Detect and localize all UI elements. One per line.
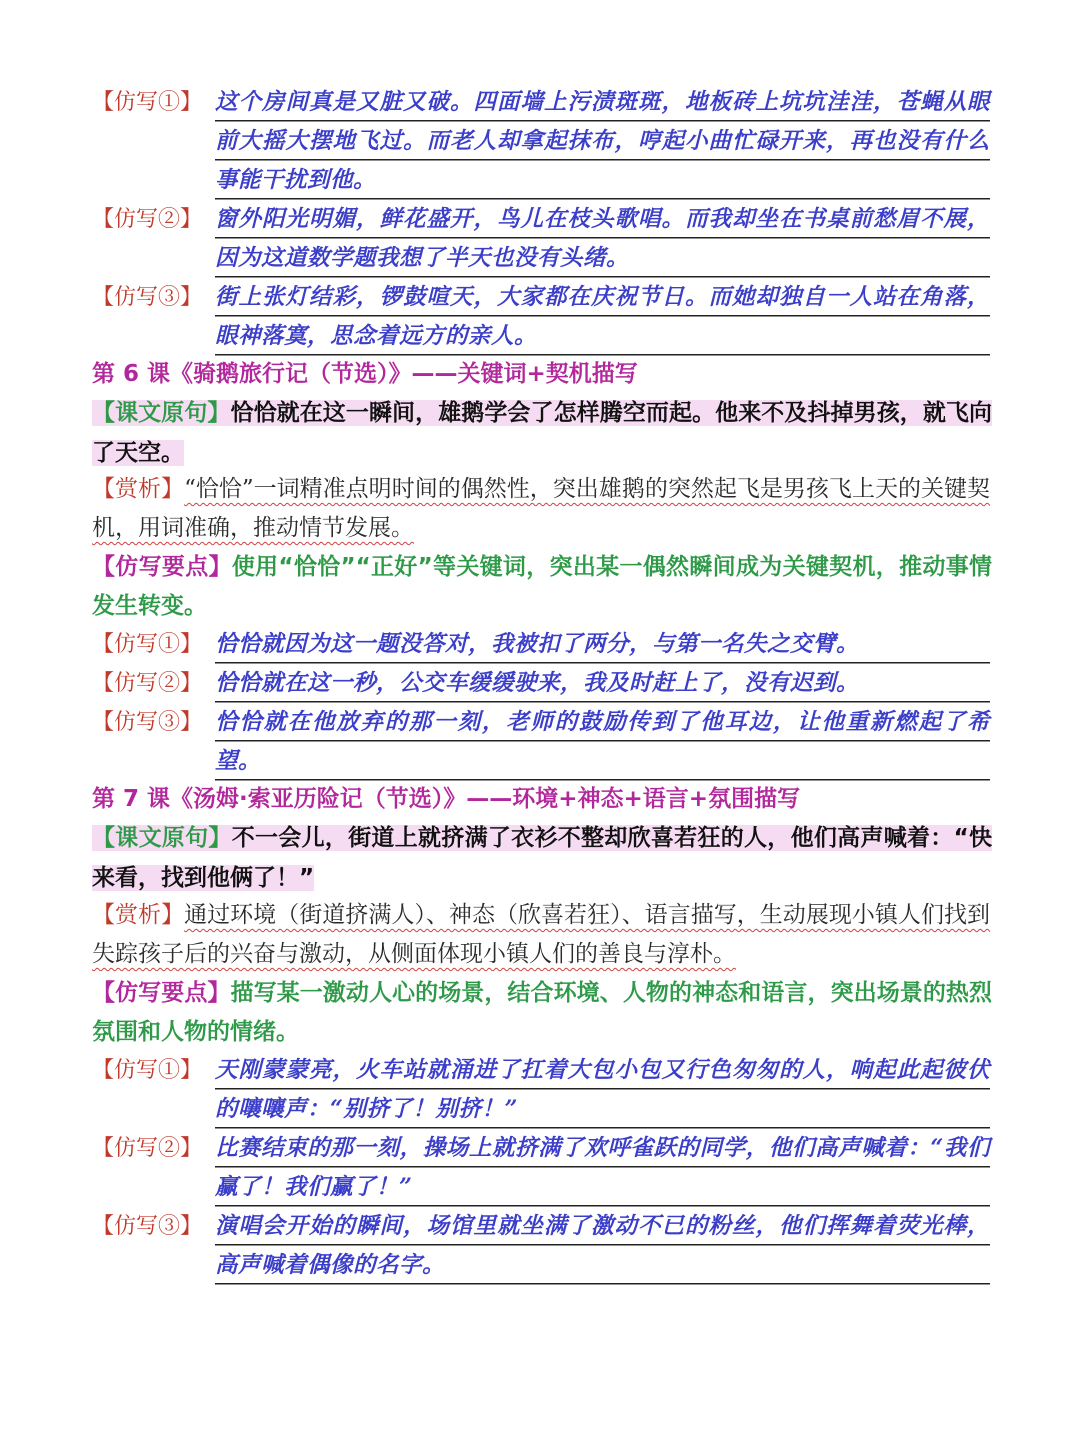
lesson-6-imitation-1 (92, 625, 990, 664)
imitation-text: 演唱会开始的瞬间，场馆里就坐满了激动不已的粉丝，他们挥舞着荧光棒，高声喊着偶像的名字。 (215, 1207, 990, 1285)
imitation-text: 这个房间真是又脏又破。四面墙上污渍斑斑，地板砖上坑坑洼洼，苍蝇从眼前大摇大摆地飞过。而老人却拿起抹布，哼起小曲忙碌开来，再也没有什么事能干扰到他。 (215, 83, 990, 200)
key-points-text: 使用“恰恰”“正好”等关键词，突出某一偶然瞬间成为关键契机，推动事情发生转变。 (92, 554, 993, 619)
original-label: 【课文原句】 (92, 825, 232, 851)
imitation-label: 【仿写②】 (92, 671, 203, 696)
imitation-label: 【仿写①】 (92, 1058, 203, 1083)
original-text: 不一会儿，街道上就挤满了衣衫不整却欣喜若狂的人，他们高声喊着：“快来看，找到他俩了！” (92, 825, 992, 891)
lesson-7-analysis (92, 896, 990, 974)
imitation-text: 恰恰就在他放弃的那一刻，老师的鼓励传到了他耳边，让他重新燃起了希望。 (215, 703, 990, 781)
lesson-7-imitation-3 (92, 1207, 990, 1285)
analysis-label: 【赏析】 (92, 902, 185, 928)
imitation-text: 街上张灯结彩，锣鼓喧天，大家都在庆祝节日。而她却独自一人站在角落，眼神落寞，思念着远方的亲人。 (215, 278, 990, 356)
imitation-text: 天刚蒙蒙亮，火车站就涌进了扛着大包小包又行色匆匆的人，响起此起彼伏的嚷嚷声：“别挤了！别挤！” (215, 1051, 990, 1129)
lesson-7-imitation-1 (92, 1051, 990, 1129)
imitation-block-3 (92, 278, 990, 356)
lesson-6-imitation-2 (92, 664, 990, 703)
imitation-label: 【仿写②】 (92, 207, 203, 232)
key-points-text: 描写某一激动人心的场景，结合环境、人物的神态和语言，突出场景的热烈氛围和人物的情绪。 (92, 980, 993, 1045)
lesson-6-imitation-3 (92, 703, 990, 781)
imitation-block-2 (92, 200, 990, 278)
imitation-text: 窗外阳光明媚，鲜花盛开，鸟儿在枝头歌唱。而我却坐在书桌前愁眉不展，因为这道数学题我想了半天也没有头绪。 (215, 200, 990, 278)
lesson-7-original-sentence (92, 818, 992, 898)
analysis-text: 通过环境（街道挤满人）、神态（欣喜若狂）、语言描写，生动展现小镇人们找到失踪孩子后的兴奋与激动，从侧面体现小镇人们的善良与淳朴。 (92, 902, 991, 967)
imitation-label: 【仿写①】 (92, 632, 203, 657)
analysis-text: “恰恰”一词精准点明时间的偶然性，突出雄鹅的突然起飞是男孩飞上天的关键契机，用词准确，推动情节发展。 (92, 476, 990, 541)
imitation-label: 【仿写①】 (92, 90, 203, 115)
imitation-label: 【仿写③】 (92, 285, 203, 310)
imitation-label: 【仿写③】 (92, 710, 203, 735)
lesson-7-title: 第 7 课《汤姆·索亚历险记（节选）》——环境+神态+语言+氛围描写 (92, 786, 801, 812)
imitation-text: 比赛结束的那一刻，操场上就挤满了欢呼雀跃的同学，他们高声喊着：“我们赢了！我们赢了！” (215, 1129, 990, 1207)
key-points-label: 【仿写要点】 (92, 980, 231, 1006)
imitation-text: 恰恰就因为这一题没答对，我被扣了两分，与第一名失之交臂。 (215, 625, 990, 664)
imitation-block-1 (92, 83, 990, 200)
original-label: 【课文原句】 (92, 400, 231, 426)
imitation-text: 恰恰就在这一秒，公交车缓缓驶来，我及时赶上了，没有迟到。 (215, 664, 990, 703)
lesson-6-original-sentence (92, 393, 992, 473)
lesson-6-analysis (92, 470, 990, 548)
imitation-label: 【仿写③】 (92, 1214, 203, 1239)
lesson-7-imitation-2 (92, 1129, 990, 1207)
original-text: 恰恰就在这一瞬间，雄鹅学会了怎样腾空而起。他来不及抖掉男孩，就飞向了天空。 (92, 400, 993, 466)
lesson-7-key-points (92, 974, 992, 1052)
imitation-label: 【仿写②】 (92, 1136, 203, 1161)
key-points-label: 【仿写要点】 (92, 554, 232, 580)
analysis-label: 【赏析】 (92, 476, 185, 502)
lesson-6-title: 第 6 课《骑鹅旅行记（节选）》——关键词+契机描写 (92, 361, 638, 387)
lesson-6-key-points (92, 548, 992, 626)
